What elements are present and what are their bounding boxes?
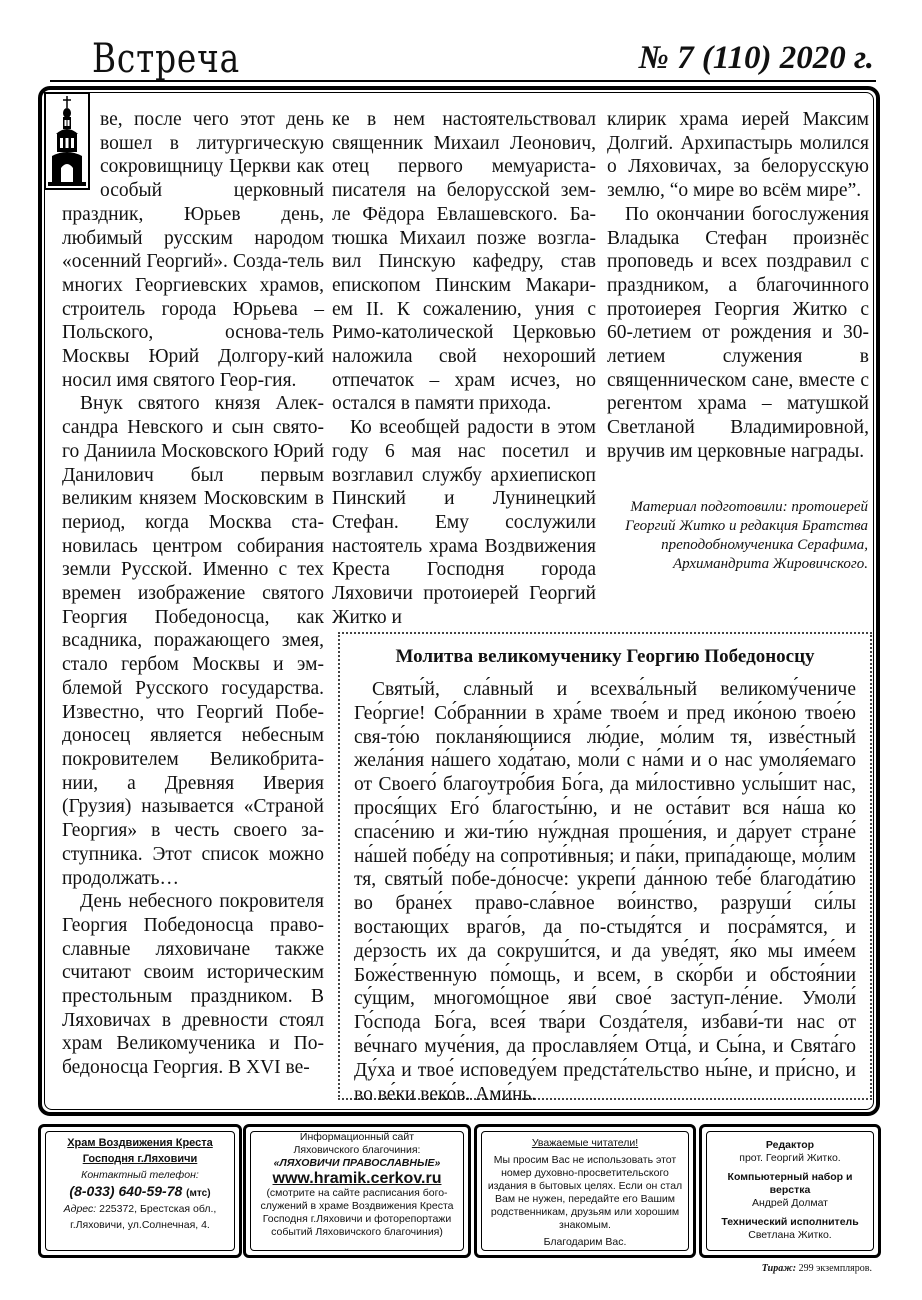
article-column-1 <box>62 108 324 1080</box>
website-box <box>243 1124 471 1258</box>
address-line1: 225372, Брестская обл., <box>99 1203 217 1215</box>
article-column-3 <box>607 108 869 464</box>
emblem-spacer <box>62 108 100 193</box>
issue-number: № 7 (110) 2020 г. <box>638 40 874 76</box>
readers-text: Мы просим Вас не использовать этот номер духовно-просветительского издания в бытовых целях. Если он стал Вам не нужен, передайте его Вашим родственникам, друзьям или хорошим знакомым. <box>487 1154 683 1231</box>
article-column-2 <box>332 108 596 629</box>
site-note: (смотрите на сайте расписания бого-служений в храме Воздвижения Креста Господня г.Ляховичи и фоторепортажи событий Ляховичского благочиния) <box>260 1187 454 1238</box>
staff-box <box>699 1124 881 1258</box>
address-line2: г.Ляховичи, ул.Солнечная, 4. <box>70 1219 210 1231</box>
print-run-value: 299 экземпляров. <box>798 1263 872 1274</box>
tech-name: Светлана Житко. <box>748 1229 832 1241</box>
layout-name: Андрей Долмат <box>752 1197 828 1209</box>
readers-thanks: Благодарим Вас. <box>543 1236 627 1248</box>
masthead-rule <box>50 80 876 82</box>
article-paragraph: Ко всеобщей радости в этом году 6 мая нас посетил и возглавил службу архиепископ Пинский и Лунинецкий Стефан. Ему сослужили настоятель храма Воздвижения Креста Господня города Ляховичи протоиерей Георгий Житко и <box>332 417 596 628</box>
prayer-title: Молитва великомученику Георгию Победоносцу <box>395 646 815 667</box>
article-credits: Материал подготовили: протоиерей Георгий Житко и редакция Братства преподобномученика Серафима, Архимандрита Жировичского. <box>625 499 868 572</box>
prayer-text: Святы́й, сла́вный и всехва́льный великому́чениче Гео́ргие! Со́браннии в хра́ме твое́м и пред ико́ною твое́ю свя-то́ю покланя́ющиися лю́дие, мо́лим тя, изве́стный жела́ния на́шего хода́таю, моли́ с на́ми и о нас умоля́емаго от Своего́ благоутро́бия Бо́га, да ми́лостивно услы́шит нас, прося́щих Его́ благосты́ню, и не оста́вит вся на́ша ко спасе́нию и жи-ти́ю ну́ждная проше́ния, и да́рует стране́ на́шей побе́ду на сопроти́вныя; и па́ки, припа́дающе, мо́лим тя, святы́й побе-до́носче: укрепи́ да́нною тебе́ благода́тию во бране́х право-сла́вное во́инство, разруши́ си́лы востающих враго́в, да по-стыдя́тся и посра́мятся, и де́рзость их да сокруши́тся, и да уве́дят, я́ко мы име́ем Боже́ственную по́мощь, и всем, в ско́рби и обстоя́нии су́щим, многомо́щное яви́ свое́ заступ-ле́ние. Умоли́ Го́спода Бо́га, всея́ тва́ри Созда́теля, избави́-ти нас от ве́чнаго муче́ния, да прославля́ем Отца́, и Сы́на, и Свята́го Ду́ха и твое́ исповеду́ем предста́тельство ны́не, и при́сно, и во ве́ки веко́в. Ами́нь. <box>354 679 856 1105</box>
phone-line <box>47 1185 233 1200</box>
article-paragraph: День небесного покровителя Георгия Победоносца право-славные ляховичане также считают своим историческим престольным праздником. В Ляховичах в древности стоял храм Великомученика и По-бедоносца Георгия. В XVI ве- <box>62 891 324 1079</box>
print-run-label: Тираж: <box>761 1263 797 1274</box>
site-url-link[interactable]: www.hramik.cerkov.ru <box>272 1170 442 1187</box>
prayer-box <box>338 632 872 1105</box>
phone-number: (8-033) 640-59-78 <box>69 1183 183 1199</box>
address-label: Адрес: <box>63 1203 97 1215</box>
church-contact-box <box>38 1124 242 1258</box>
address-line <box>47 1203 233 1216</box>
phone-label: Контактный телефон: <box>81 1169 199 1181</box>
print-run <box>762 1263 872 1274</box>
article-paragraph: ве, после чего этот день вошел в литургическую сокровищницу Церкви как особый церковный праздник, Юрьев день, любимый русским народом «осенний Георгий». Созда-тель многих Георгиевских храмов, строитель города Юрьева – Польского, основа-тель Москвы Юрий Долгору-кий носил имя святого Геор-гия. <box>62 109 324 391</box>
tech-label: Технический исполнитель <box>721 1216 859 1228</box>
readers-notice-box <box>474 1124 696 1258</box>
article-paragraph: Внук святого князя Алек-сандра Невского и сын свято-го Даниила Московского Юрий Данилович был первым великим князем Московским в период, когда Москва ста-новилась центром собирания земли Русской. Именно с тех времен изображение святого Георгия Победоносца, как всадника, поражающего змея, стало гербом Москвы и эм-блемой Русского государства. Известно, что Георгий Побе-доносец является небесным покровителем Великобрита-нии, а Древняя Иверия (Грузия) называется «Страной Георгия» в честь своего за-ступника. Этот список можно продолжать… <box>62 393 324 889</box>
editor-label: Редактор <box>765 1139 815 1151</box>
layout-label: Компьютерный набор и верстка <box>727 1171 853 1196</box>
site-name: «ЛЯХОВИЧИ ПРАВОСЛАВНЫЕ» <box>273 1157 441 1169</box>
church-name-line1: Храм Воздвижения Креста <box>67 1137 213 1149</box>
newspaper-title: Встреча <box>92 36 241 82</box>
article-paragraph: По окончании богослужения Владыка Стефан произнёс проповедь и всех поздравил с праздником, а благочинного протоиерея Георгия Житко с 60-летием от рождения и 30-летием служения в священническом сане, вместе с регентом храма – матушкой Светланой Владимировной, вручив им церковные награды. <box>607 203 869 462</box>
editor-name: прот. Георгий Житко. <box>739 1152 841 1164</box>
article-paragraph: клирик храма иерей Максим Долгий. Архипастырь молился о Ляховичах, за белорусскую землю, “о мире во всём мире”. <box>607 109 869 202</box>
site-intro-line2: Ляховичского благочиния: <box>293 1144 421 1156</box>
phone-operator: (мтс) <box>186 1188 211 1199</box>
article-paragraph: ке в нем настоятельствовал священник Михаил Леонович, отец первого мемуариста-писателя на белорусской зем-ле Фёдора Евлашевского. Ба-тюшка Михаил позже возгла-вил Пинскую кафедру, став епископом Пинским Макари-ем II. К сожалению, уния с Римо-католической Церковью наложила свой нехороший отпечаток – храм исчез, но остался в памяти прихода. <box>332 109 596 415</box>
readers-title: Уважаемые читатели! <box>531 1137 639 1149</box>
church-name-line2: Господня г.Ляховичи <box>82 1153 198 1165</box>
site-intro-line1: Информационный сайт <box>299 1131 415 1143</box>
